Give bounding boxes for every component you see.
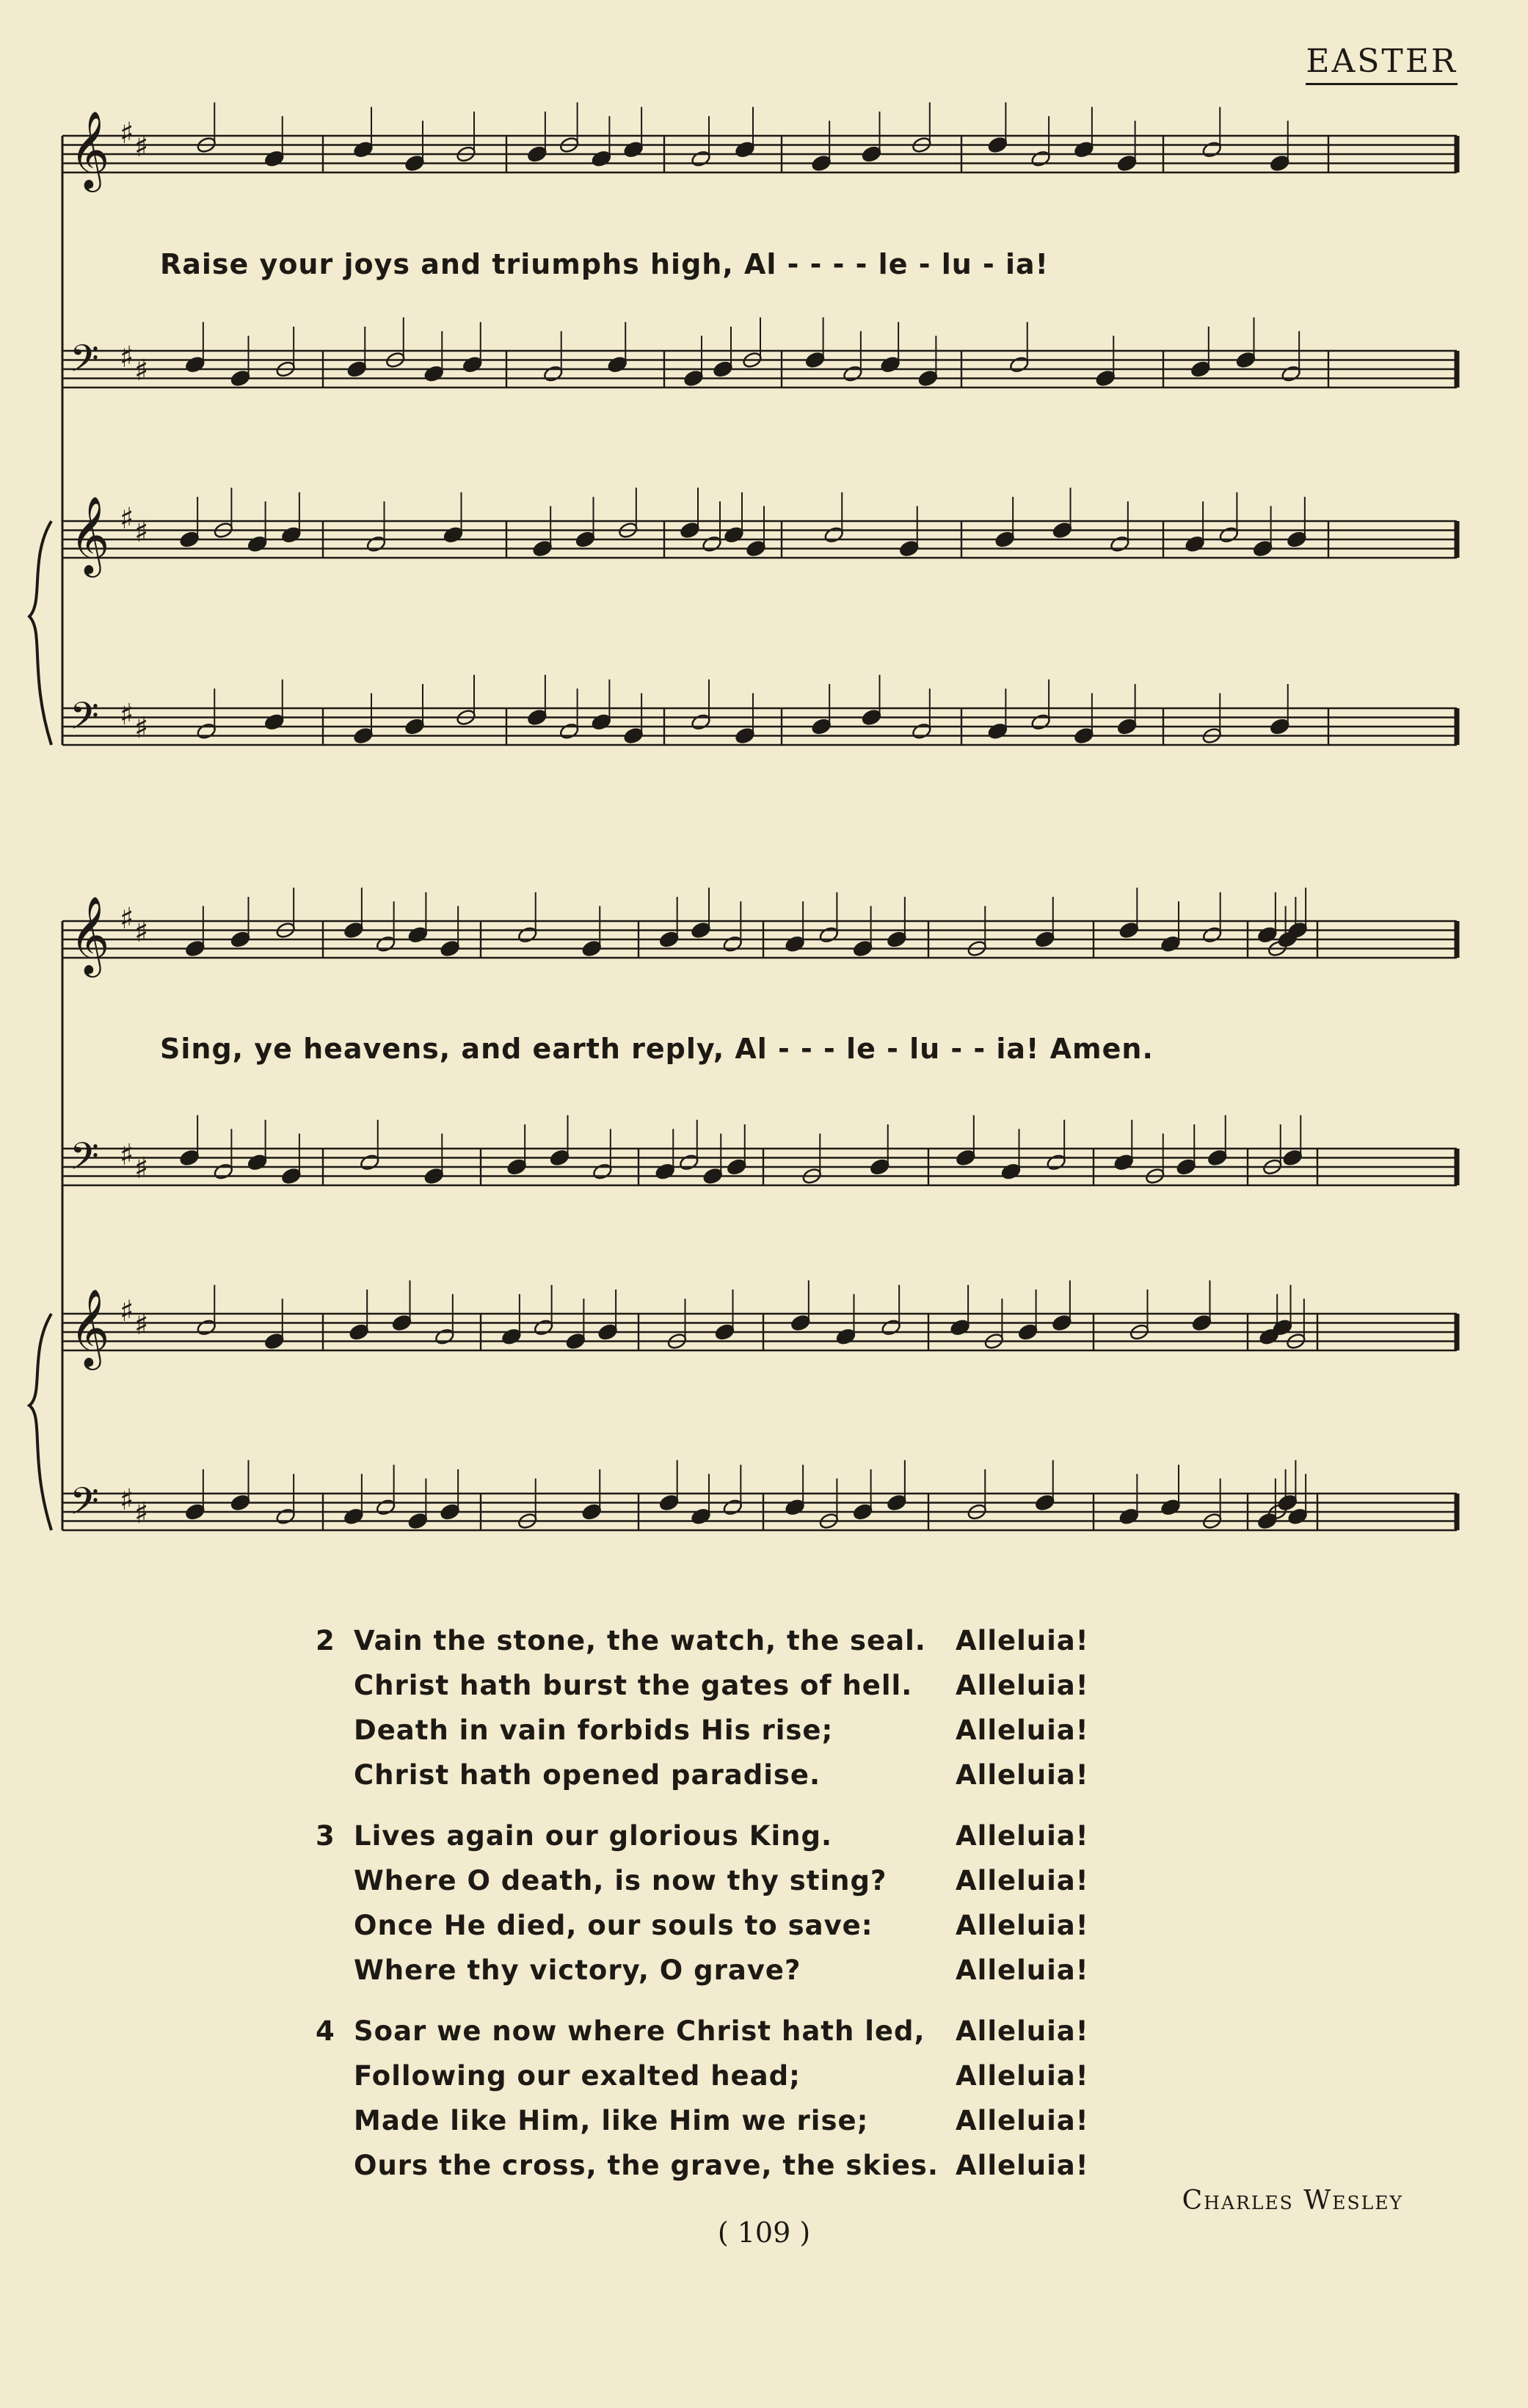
note-head xyxy=(691,150,712,168)
note-head xyxy=(527,708,548,727)
note-head xyxy=(591,150,612,168)
note-head xyxy=(443,525,464,544)
sharp-icon: ♯ xyxy=(120,1295,134,1328)
note-head xyxy=(1185,535,1206,553)
note-head xyxy=(607,355,628,374)
note-head xyxy=(811,718,832,736)
note-head xyxy=(1207,1149,1228,1167)
verse-text: Made like Him, like Him we rise; xyxy=(354,2105,869,2136)
verses xyxy=(316,1618,1160,2204)
verse-refrain: Alleluia! xyxy=(956,2150,1089,2181)
note-head xyxy=(575,531,596,549)
verse-line xyxy=(316,1708,1160,1753)
note-head xyxy=(281,525,302,544)
verse-refrain: Alleluia! xyxy=(956,1670,1089,1701)
note-head xyxy=(565,1332,586,1350)
verse-line xyxy=(316,1903,1160,1948)
note-head xyxy=(735,727,756,745)
verse-refrain: Alleluia! xyxy=(956,1910,1089,1941)
note-head xyxy=(1201,925,1223,944)
note-head xyxy=(861,708,882,727)
verse-text: Ours the cross, the grave, the skies. xyxy=(354,2150,939,2181)
note-head xyxy=(1160,1498,1182,1516)
note-head xyxy=(423,1167,445,1185)
note-head xyxy=(722,935,743,953)
treble-clef-icon: 𝄞 xyxy=(70,1288,110,1367)
verse-text: Where thy victory, O grave? xyxy=(354,1954,801,1986)
treble-clef-icon: 𝄞 xyxy=(70,895,110,974)
sharp-icon: ♯ xyxy=(120,698,134,732)
note-head xyxy=(440,1503,461,1521)
brace-icon xyxy=(29,1314,51,1530)
note-head xyxy=(501,1328,523,1346)
note-head xyxy=(1160,935,1182,953)
note-head xyxy=(713,360,734,379)
note-head xyxy=(462,355,483,374)
note-head xyxy=(623,727,644,745)
verse-line xyxy=(316,2054,1160,2098)
note-head xyxy=(179,531,200,549)
note-head xyxy=(527,145,548,164)
note-head xyxy=(917,369,939,388)
note-head xyxy=(375,1498,396,1516)
note-head xyxy=(1257,925,1278,944)
note-head xyxy=(196,722,217,741)
note-head xyxy=(881,1318,902,1336)
verse-line xyxy=(316,1814,1160,1858)
note-head xyxy=(1176,1158,1197,1176)
verse-text: Vain the stone, the watch, the seal. xyxy=(354,1625,926,1656)
note-head xyxy=(365,535,387,553)
note-head xyxy=(823,525,845,544)
note-head xyxy=(559,722,580,741)
note-head xyxy=(1282,1149,1303,1167)
treble-clef-icon: 𝄞 xyxy=(70,495,110,574)
note-head xyxy=(691,713,712,731)
sharp-icon: ♯ xyxy=(134,915,149,949)
note-head xyxy=(724,525,745,544)
note-head xyxy=(533,1318,554,1336)
verse-text: Death in vain forbids His rise; xyxy=(354,1714,834,1746)
note-head xyxy=(658,931,680,949)
note-head xyxy=(597,1323,619,1342)
note-head xyxy=(852,1503,873,1521)
note-head xyxy=(950,1318,971,1336)
sharp-icon: ♯ xyxy=(134,1496,149,1530)
verse-line xyxy=(316,1948,1160,1993)
note-head xyxy=(623,140,644,159)
note-head xyxy=(722,1498,743,1516)
verse-refrain: Alleluia! xyxy=(956,2015,1089,2047)
note-head xyxy=(196,1318,217,1336)
note-head xyxy=(353,727,374,745)
note-head xyxy=(714,1323,735,1342)
note-head xyxy=(655,1163,676,1181)
note-head xyxy=(591,713,612,731)
sharp-icon: ♯ xyxy=(120,1483,134,1517)
note-head xyxy=(852,939,873,958)
note-head xyxy=(1046,1153,1067,1171)
note-head xyxy=(746,539,767,558)
note-head xyxy=(185,939,206,958)
note-head xyxy=(1034,1494,1055,1512)
verse-text: Where O death, is now thy sting? xyxy=(354,1865,887,1896)
note-head xyxy=(1116,154,1138,172)
note-head xyxy=(987,136,1008,154)
sharp-icon: ♯ xyxy=(120,902,134,936)
note-head xyxy=(263,713,285,731)
verse-refrain: Alleluia! xyxy=(956,2105,1089,2136)
note-head xyxy=(404,718,426,736)
note-head xyxy=(213,1163,234,1181)
note-head xyxy=(375,935,396,953)
verse-number: 2 xyxy=(316,1625,335,1656)
verse xyxy=(316,1814,1160,1993)
note-head xyxy=(359,1153,380,1171)
verse-text: Following our exalted head; xyxy=(354,2060,801,2092)
note-head xyxy=(407,925,429,944)
note-head xyxy=(1277,1494,1298,1512)
note-head xyxy=(247,535,268,553)
note-head xyxy=(804,351,826,369)
note-head xyxy=(407,1512,429,1530)
sharp-icon: ♯ xyxy=(134,354,149,388)
note-head xyxy=(785,935,806,953)
note-head xyxy=(691,921,712,939)
verse xyxy=(316,2009,1160,2188)
brace-icon xyxy=(29,521,51,745)
note-head xyxy=(353,140,374,159)
note-head xyxy=(581,939,603,958)
note-head xyxy=(1116,718,1138,736)
note-head xyxy=(581,1503,603,1521)
note-head xyxy=(275,1507,296,1526)
note-head xyxy=(263,1332,285,1350)
sharp-icon: ♯ xyxy=(134,130,149,164)
note-head xyxy=(230,1494,251,1512)
note-head xyxy=(843,365,864,383)
note-head xyxy=(811,154,832,172)
sharp-icon: ♯ xyxy=(134,711,149,745)
note-head xyxy=(343,1507,365,1526)
sharp-icon: ♯ xyxy=(134,1152,149,1185)
note-head xyxy=(1269,718,1290,736)
verse-refrain: Alleluia! xyxy=(956,1820,1089,1852)
sharp-icon: ♯ xyxy=(134,1308,149,1342)
note-head xyxy=(1030,713,1052,731)
note-head xyxy=(230,369,251,388)
note-head xyxy=(1052,1314,1073,1332)
note-head xyxy=(869,1158,890,1176)
note-head xyxy=(592,1163,614,1181)
verse-refrain: Alleluia! xyxy=(956,1759,1089,1791)
note-head xyxy=(790,1314,812,1332)
note-head xyxy=(281,1167,302,1185)
note-head xyxy=(1118,1507,1140,1526)
verse-refrain: Alleluia! xyxy=(956,1714,1089,1746)
note-head xyxy=(887,931,908,949)
note-head xyxy=(1034,931,1055,949)
treble-clef-icon: 𝄞 xyxy=(70,110,110,189)
note-head xyxy=(1074,727,1095,745)
note-head xyxy=(549,1149,570,1167)
note-head xyxy=(1201,140,1223,159)
note-head xyxy=(440,939,461,958)
bass-clef-icon: 𝄢 xyxy=(70,694,99,747)
note-head xyxy=(680,521,701,539)
note-head xyxy=(434,1328,456,1346)
verse-number: 4 xyxy=(316,2015,335,2047)
sharp-icon: ♯ xyxy=(134,515,149,549)
note-head xyxy=(898,539,920,558)
note-head xyxy=(1257,1512,1278,1530)
verse-text: Christ hath burst the gates of hell. xyxy=(354,1670,913,1701)
note-head xyxy=(1074,140,1095,159)
note-head xyxy=(404,154,426,172)
author-attribution: Charles Wesley xyxy=(1182,2186,1403,2216)
note-head xyxy=(818,925,840,944)
note-head xyxy=(726,1158,747,1176)
note-head xyxy=(691,1507,712,1526)
note-head xyxy=(735,140,756,159)
note-head xyxy=(346,360,368,379)
note-head xyxy=(1190,360,1212,379)
note-head xyxy=(1000,1163,1022,1181)
note-head xyxy=(1118,921,1140,939)
note-head xyxy=(1269,154,1290,172)
note-head xyxy=(391,1314,412,1332)
note-head xyxy=(517,925,538,944)
bass-clef-icon: 𝄢 xyxy=(70,1134,99,1187)
note-head xyxy=(1287,1507,1309,1526)
note-head xyxy=(1017,1323,1038,1342)
note-head xyxy=(179,1149,200,1167)
verse-refrain: Alleluia! xyxy=(956,1865,1089,1896)
note-head xyxy=(506,1158,528,1176)
note-head xyxy=(683,369,705,388)
verse-line xyxy=(316,1753,1160,1797)
note-head xyxy=(912,722,933,741)
page-number: ( 109 ) xyxy=(717,2216,811,2249)
verse-text: Soar we now where Christ hath led, xyxy=(354,2015,925,2047)
score-notation xyxy=(29,103,1457,1533)
note-head xyxy=(1281,365,1302,383)
note-head xyxy=(349,1323,370,1342)
note-head xyxy=(1008,355,1030,374)
note-head xyxy=(887,1494,908,1512)
note-head xyxy=(532,539,553,558)
note-head xyxy=(994,531,1016,549)
section-title: EASTER xyxy=(1306,43,1458,85)
sharp-icon: ♯ xyxy=(120,341,134,374)
note-head xyxy=(785,1498,806,1516)
verse xyxy=(316,1618,1160,1797)
verse-line xyxy=(316,2009,1160,2054)
note-head xyxy=(1218,525,1240,544)
note-head xyxy=(230,931,251,949)
note-head xyxy=(185,355,206,374)
verse-text: Once He died, our souls to save: xyxy=(354,1910,873,1941)
note-head xyxy=(1113,1153,1135,1171)
verse-line xyxy=(316,1618,1160,1663)
sharp-icon: ♯ xyxy=(120,1138,134,1172)
verse-refrain: Alleluia! xyxy=(956,1954,1089,1986)
verse-number: 3 xyxy=(316,1820,335,1852)
note-head xyxy=(1252,539,1273,558)
verse-refrain: Alleluia! xyxy=(956,2060,1089,2092)
note-head xyxy=(987,722,1008,741)
note-head xyxy=(423,365,445,383)
verse-line xyxy=(316,2098,1160,2143)
note-head xyxy=(1030,150,1052,168)
lyric-line-2: Sing, ye heavens, and earth reply, Al - - - le - lu - - ia! Amen. xyxy=(160,1033,1154,1065)
verse-line xyxy=(316,1663,1160,1708)
verse-text: Lives again our glorious King. xyxy=(354,1820,833,1852)
note-head xyxy=(658,1494,680,1512)
note-head xyxy=(956,1149,977,1167)
sharp-icon: ♯ xyxy=(120,502,134,536)
note-head xyxy=(1110,535,1131,553)
verse-line xyxy=(316,1858,1160,1903)
note-head xyxy=(1052,521,1073,539)
note-head xyxy=(542,365,564,383)
note-head xyxy=(835,1328,856,1346)
note-head xyxy=(861,145,882,164)
note-head xyxy=(678,1153,699,1171)
note-head xyxy=(1191,1314,1212,1332)
bass-clef-icon: 𝄢 xyxy=(70,336,99,390)
verse-refrain: Alleluia! xyxy=(956,1625,1089,1656)
note-head xyxy=(185,1503,206,1521)
note-head xyxy=(263,150,285,168)
note-head xyxy=(702,535,723,553)
note-head xyxy=(1287,531,1308,549)
note-head xyxy=(880,355,901,374)
sharp-icon: ♯ xyxy=(120,117,134,150)
verse-text: Christ hath opened paradise. xyxy=(354,1759,821,1791)
note-head xyxy=(1095,369,1116,388)
verse-line xyxy=(316,2143,1160,2188)
note-head xyxy=(343,921,365,939)
note-head xyxy=(702,1167,724,1185)
note-head xyxy=(1235,351,1256,369)
lyric-line-1: Raise your joys and triumphs high, Al - - - - le - lu - ia! xyxy=(160,248,1049,280)
bass-clef-icon: 𝄢 xyxy=(70,1479,99,1532)
note-head xyxy=(247,1153,268,1171)
